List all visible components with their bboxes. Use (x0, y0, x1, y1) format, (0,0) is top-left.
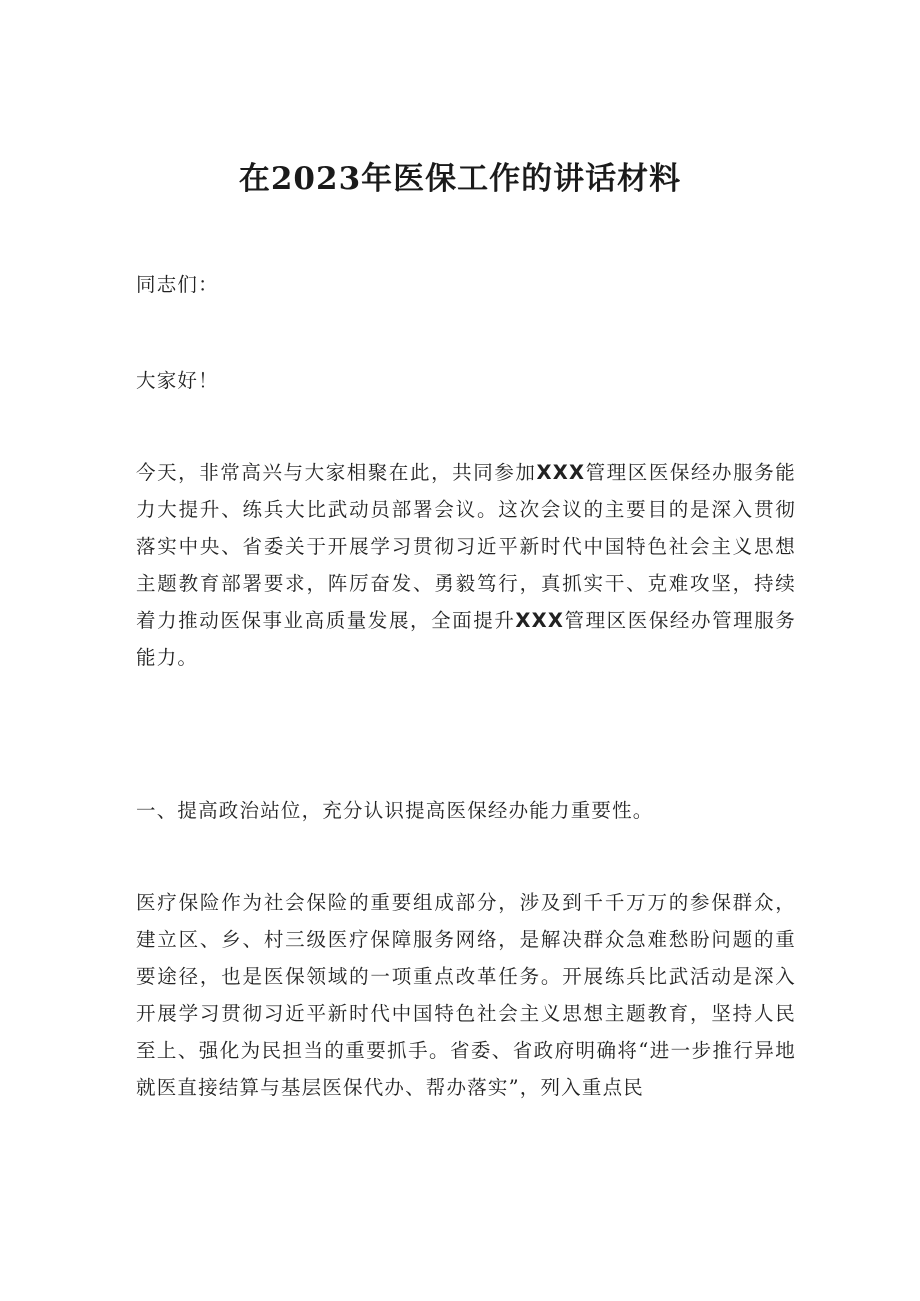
intro-placeholder-2: XXX (515, 609, 565, 632)
greeting: 大家好！ (136, 369, 219, 392)
document-title: 在2023年医保工作的讲话材料 (238, 160, 682, 197)
intro-text-2: 管理区医保经办服务能力大提升、练兵大比武动员部署会议。这次会议的主要目的是深入贯彻落实中央、省委关于开展学习贯彻习近平新时代中国特色社会主义思想主题教育部署要求，阵厉奋发、勇毅笃行，真抓实干、克难攻坚，持续着力推动医保事业高质量发展，全面提升 (136, 461, 796, 632)
intro-text-1: 今天，非常高兴与大家相聚在此，共同参加 (136, 461, 537, 484)
section-1-heading: 一、提高政治站位，充分认识提高医保经办能力重要性。 (136, 799, 654, 822)
intro-text-3: 管理区医保经办管理服务能力。 (136, 609, 797, 669)
salutation: 同志们： (136, 273, 219, 296)
intro-paragraph (136, 454, 796, 676)
intro-placeholder-1: XXX (536, 461, 586, 484)
section-1-body: 医疗保险作为社会保险的重要组成部分，涉及到千千万万的参保群众，建立区、乡、村三级医疗保障服务网络，是解决群众急难愁盼问题的重要途径，也是医保领域的一项重点改革任务。开展练兵比武活动是深入开展学习贯彻习近平新时代中国特色社会主义思想主题教育，坚持人民至上、强化为民担当的重要抓手。省委、省政府明确将“进一步推行异地就医直接结算与基层医保代办、帮办落实”，列入重点民 (136, 891, 796, 1099)
